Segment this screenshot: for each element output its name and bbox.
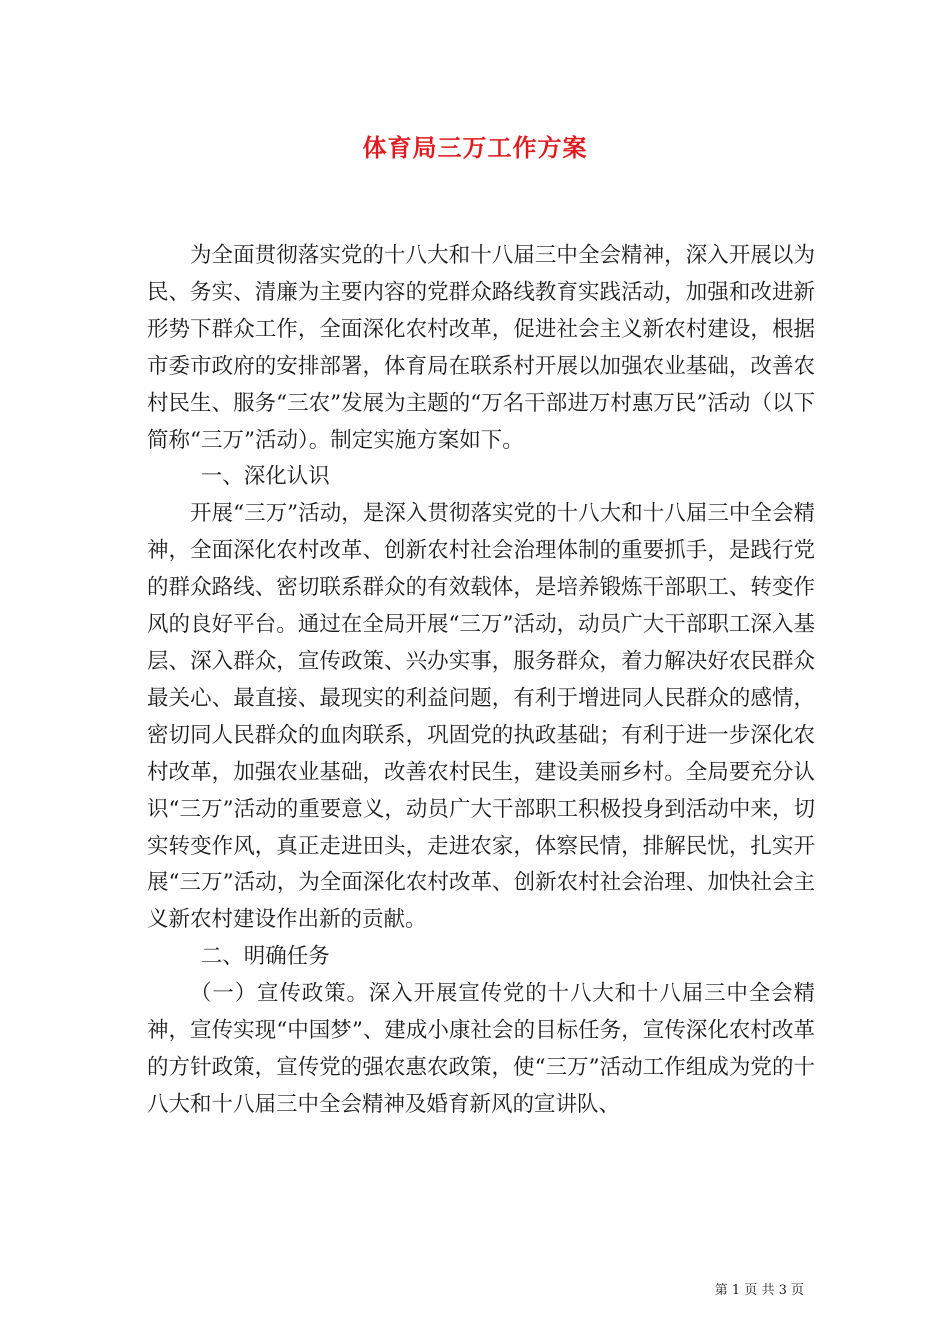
paragraph-section-2-item-1: （一）宣传政策。深入开展宣传党的十八大和十八届三中全会精神，宣传实现“中国梦”、建成小康社会的目标任务，宣传深化农村改革的方针政策，宣传党的强农惠农政策，使“三万”活动工作组成为党的十八大和十八届三中全会精神及婚育新风的宣讲队、 — [147, 981, 815, 1117]
paragraph-intro: 为全面贯彻落实党的十八大和十八届三中全会精神，深入开展以为民、务实、清廉为主要内容的党群众路线教育实践活动，加强和改进新形势下群众工作，全面深化农村改革，促进社会主义新农村建设，根据市委市政府的安排部署，体育局在联系村开展以加强农业基础，改善农村民生、服务“三农”发展为主题的“万名干部进万村惠万民”活动（以下简称“三万”活动）。制定实施方案如下。 — [147, 243, 815, 453]
section-heading-1: 一、深化认识 — [200, 464, 330, 490]
section-heading-2: 二、明确任务 — [200, 944, 330, 970]
page-number-footer: 第 1 页 共 3 页 — [714, 1283, 804, 1298]
document-body — [147, 238, 815, 1124]
paragraph-section-1: 开展“三万”活动，是深入贯彻落实党的十八大和十八届三中全会精神，全面深化农村改革、创新农村社会治理体制的重要抓手，是践行党的群众路线、密切联系群众的有效载体，是培养锻炼干部职工、转变作风的良好平台。通过在全局开展“三万”活动，动员广大干部职工深入基层、深入群众，宣传政策、兴办实事，服务群众，着力解决好农民群众最关心、最直接、最现实的利益问题，有利于增进同人民群众的感情，密切同人民群众的血肉联系，巩固党的执政基础；有利于进一步深化农村改革，加强农业基础，改善农村民生，建设美丽乡村。全局要充分认识“三万”活动的重要意义，动员广大干部职工积极投身到活动中来，切实转变作风，真正走进田头，走进农家，体察民情，排解民忧，扎实开展“三万”活动，为全面深化农村改革、创新农村社会治理、加快社会主义新农村建设作出新的贡献。 — [147, 501, 815, 933]
document-title: 体育局三万工作方案 — [362, 133, 588, 162]
